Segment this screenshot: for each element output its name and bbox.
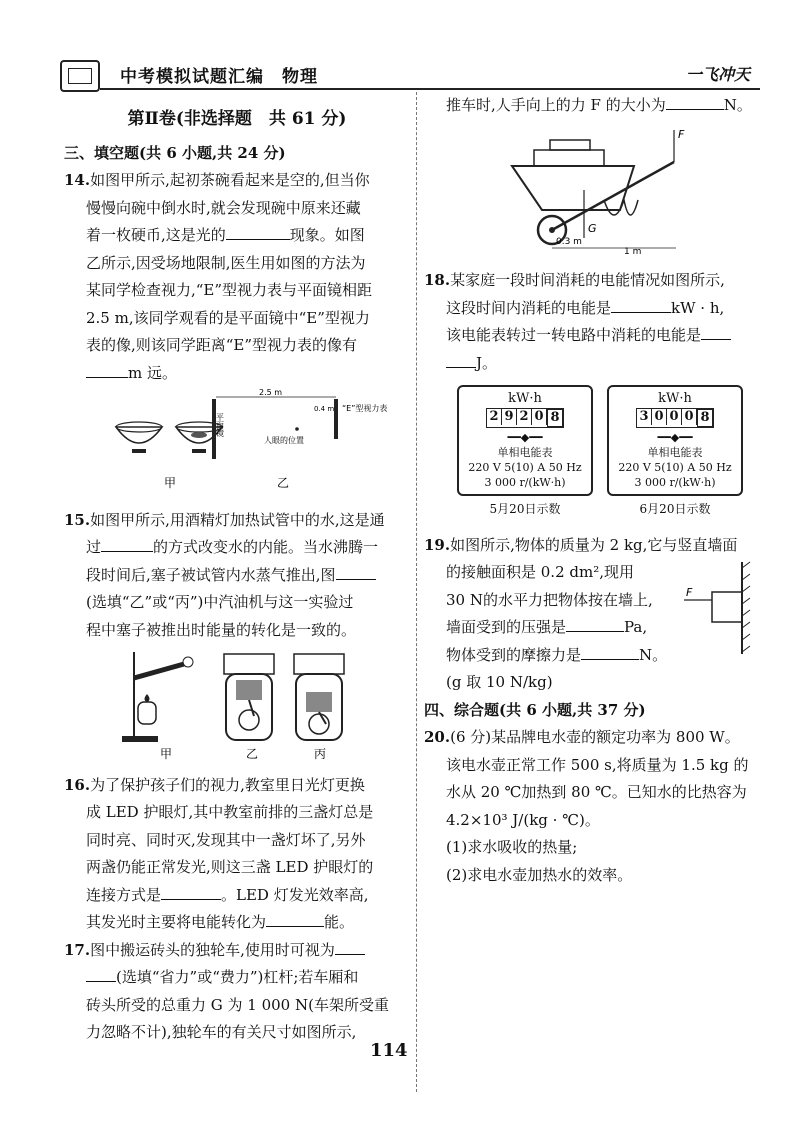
q14-figure bbox=[64, 387, 394, 497]
q14-number: 14. bbox=[64, 171, 91, 189]
q20-line: (6 分)某品牌电水壶的额定功率为 800 W。 bbox=[450, 728, 740, 746]
q15-line: 段时间后,塞子被试管内水蒸气推出,图 bbox=[86, 565, 336, 584]
meter-caption: 5月20日示数 bbox=[489, 502, 561, 516]
comprehensive-section-heading: 四、综合题(共 6 小题,共 37 分) bbox=[424, 700, 646, 719]
q17-wheelbarrow-figure bbox=[424, 120, 754, 258]
meter-disc-icon: ━━◆━━ bbox=[507, 431, 543, 444]
q14-fig-mirror: 平面镜 bbox=[215, 413, 225, 437]
q18-line: 某家庭一段时间消耗的电能情况如图所示, bbox=[450, 271, 725, 289]
q17-line: 图中搬运砖头的独轮车,使用时可视为 bbox=[90, 940, 335, 959]
q15-fig-label-bing: 丙 bbox=[314, 747, 327, 761]
header-title: 中考模拟试题汇编 物理 bbox=[120, 67, 318, 87]
meter-unit: kW·h bbox=[508, 391, 542, 406]
column-divider bbox=[416, 92, 417, 1092]
alcohol-lamp-test-tube-icon bbox=[122, 652, 193, 742]
meter-digit: 2 bbox=[487, 409, 502, 425]
q15-line: 的方式改变水的内能。当水沸腾一 bbox=[153, 538, 379, 556]
fill-section-heading: 三、填空题(共 6 小题,共 24 分) bbox=[64, 143, 286, 162]
q16-line: 为了保护孩子们的视力,教室里日光灯更换 bbox=[90, 775, 365, 794]
right-column bbox=[424, 92, 764, 889]
q14-line: 表的像,则该同学距离“E”型视力表的像有 bbox=[86, 336, 358, 354]
q17-blank-2[interactable] bbox=[666, 94, 724, 110]
q15-figure bbox=[64, 644, 394, 762]
q14-fig-distance2: 0.4 m bbox=[314, 405, 335, 413]
q19-blank-2[interactable] bbox=[581, 644, 639, 660]
q17-fig-G: G bbox=[588, 221, 597, 235]
meter-digit: 8 bbox=[697, 409, 713, 427]
question-17-start bbox=[64, 937, 410, 1047]
q19-number: 19. bbox=[424, 535, 451, 554]
q18-line: 这段时间内消耗的电能是 bbox=[446, 298, 612, 317]
q17-line: (选填“省力”或“费力”)杠杆;若车厢和 bbox=[116, 968, 359, 986]
q19-line: 30 N的水平力把物体按在墙上, bbox=[446, 590, 653, 609]
meter-digits bbox=[636, 408, 714, 428]
meter-digits bbox=[486, 408, 564, 428]
q16-number: 16. bbox=[64, 775, 91, 794]
q17-line: N。 bbox=[723, 96, 752, 114]
meter-digit: 8 bbox=[547, 409, 563, 427]
q16-line: 同时亮、同时灭,发现其中一盏灯坏了,另外 bbox=[86, 830, 366, 849]
q19-line: Pa, bbox=[624, 618, 648, 636]
meter-digit: 9 bbox=[502, 409, 517, 425]
q14-line: m 远。 bbox=[128, 363, 177, 382]
block bbox=[712, 592, 742, 622]
q19-line: (g 取 10 N/kg) bbox=[446, 673, 553, 691]
q14-line: 乙所示,因受场地限制,医生用如图的方法为 bbox=[86, 253, 366, 272]
q19-fig-F: F bbox=[686, 585, 693, 599]
q17-line: 推车时,人手向上的力 F 的大小为 bbox=[446, 96, 666, 114]
meter-rate: 3 000 r/(kW·h) bbox=[484, 476, 566, 489]
q15-blank-1[interactable] bbox=[101, 536, 153, 552]
q14-blank-1[interactable] bbox=[226, 224, 290, 240]
header-brand: 一飞冲天 bbox=[685, 65, 750, 84]
q14-blank-2[interactable] bbox=[86, 362, 128, 378]
meter-digit: 0 bbox=[652, 409, 667, 425]
q14-line: 慢慢向碗中倒水时,就会发现碗中原来还藏 bbox=[86, 198, 361, 217]
q18-blank-2[interactable] bbox=[701, 324, 731, 340]
meter-spec: 220 V 5(10) A 50 Hz bbox=[618, 461, 732, 474]
q20-line: 4.2×10³ J/(kg · ℃)。 bbox=[446, 810, 600, 829]
question-17-end bbox=[424, 92, 764, 267]
question-16 bbox=[64, 772, 410, 937]
q19-line: 如图所示,物体的质量为 2 kg,它与竖直墙面 bbox=[450, 535, 738, 554]
energy-meter-june bbox=[607, 385, 743, 496]
q15-line: 过 bbox=[86, 538, 102, 556]
q14-line: 如图甲所示,起初茶碗看起来是空的,但当你 bbox=[90, 171, 370, 189]
eye-position-dot bbox=[295, 427, 299, 431]
q20-sub-1: (1)求水吸收的热量; bbox=[446, 838, 578, 856]
q17-fig-d1: 0.3 m bbox=[556, 236, 582, 247]
meter-unit: kW·h bbox=[658, 391, 692, 406]
q17-fig-d2: 1 m bbox=[624, 246, 642, 257]
q14-fig-eye: 人眼的位置 bbox=[264, 436, 304, 445]
bowl-icon bbox=[116, 422, 162, 453]
q17-line: 力忽略不计),独轮车的有关尺寸如图所示, bbox=[86, 1023, 357, 1041]
meter-digit: 0 bbox=[682, 409, 697, 425]
q14-fig-label-yi: 乙 bbox=[277, 476, 290, 490]
q16-line: 连接方式是 bbox=[86, 885, 162, 904]
q14-line: 着一枚硬币,这是光的 bbox=[86, 226, 226, 244]
meter-digit: 0 bbox=[532, 409, 547, 425]
q14-fig-distance: 2.5 m bbox=[259, 388, 283, 397]
q18-line: kW · h, bbox=[671, 298, 725, 317]
header-rule bbox=[100, 88, 760, 90]
section2-title: 第Ⅱ卷(非选择题 共 61 分) bbox=[127, 109, 347, 129]
q15-fig-label-jia: 甲 bbox=[160, 747, 173, 761]
meter-digit: 2 bbox=[517, 409, 532, 425]
q14-line: 2.5 m,该同学观看的是平面镜中“E”型视力 bbox=[86, 308, 370, 327]
engine-cylinder-icon bbox=[224, 654, 274, 740]
q15-blank-2[interactable] bbox=[336, 564, 376, 580]
q16-blank-1[interactable] bbox=[161, 884, 221, 900]
q18-number: 18. bbox=[424, 271, 451, 289]
q14-fig-label-jia: 甲 bbox=[164, 476, 177, 490]
meter-caption: 6月20日示数 bbox=[639, 502, 711, 516]
q17-blank-1-cont[interactable] bbox=[86, 966, 116, 982]
meter-digit: 3 bbox=[637, 409, 652, 425]
q20-sub-2: (2)求电水壶加热水的效率。 bbox=[446, 865, 633, 884]
q19-line: 墙面受到的压强是 bbox=[446, 618, 567, 636]
q18-blank-1[interactable] bbox=[611, 297, 671, 313]
q14-line: 某同学检查视力,“E”型视力表与平面镜相距 bbox=[86, 281, 373, 299]
page-number: 114 bbox=[370, 1040, 408, 1061]
q19-line: 的接触面积是 0.2 dm²,现用 bbox=[446, 563, 634, 581]
q20-number: 20. bbox=[424, 728, 451, 746]
left-column bbox=[64, 100, 410, 1047]
q17-line: 砖头所受的总重力 G 为 1 000 N(车架所受重 bbox=[86, 995, 389, 1014]
q18-line: 该电能表转过一转电路中消耗的电能是 bbox=[446, 326, 702, 344]
energy-meter-may bbox=[457, 385, 593, 496]
q16-line: 成 LED 护眼灯,其中教室前排的三盏灯总是 bbox=[86, 803, 374, 821]
q19-line: N。 bbox=[639, 645, 668, 664]
question-14 bbox=[64, 167, 410, 507]
meter-row bbox=[450, 385, 750, 496]
question-20 bbox=[424, 724, 764, 889]
q14-line: 现象。如图 bbox=[289, 226, 365, 244]
q16-line: 能。 bbox=[324, 913, 355, 931]
q18-blank-2-cont[interactable] bbox=[446, 352, 476, 368]
q20-line: 水从 20 ℃加热到 80 ℃。已知水的比热容为 bbox=[446, 783, 747, 801]
q16-line: 其发光时主要将电能转化为 bbox=[86, 913, 267, 931]
question-19 bbox=[424, 532, 764, 697]
q15-fig-label-yi: 乙 bbox=[246, 747, 259, 761]
q14-fig-chart: “E”型视力表 bbox=[342, 404, 388, 413]
meter-captions bbox=[450, 496, 750, 524]
q15-line: (选填“乙”或“丙”)中汽油机与这一实验过 bbox=[86, 593, 354, 611]
q16-blank-2[interactable] bbox=[266, 911, 324, 927]
engine-cylinder-icon bbox=[294, 654, 344, 740]
question-15 bbox=[64, 507, 410, 772]
q19-line: 物体受到的摩擦力是 bbox=[446, 645, 582, 664]
q19-blank-1[interactable] bbox=[566, 616, 624, 632]
meter-disc-icon: ━━◆━━ bbox=[657, 431, 693, 444]
q15-line: 程中塞子被推出时能量的转化是一致的。 bbox=[86, 620, 357, 639]
q18-line: J。 bbox=[476, 353, 498, 372]
wall-hatching bbox=[742, 562, 750, 652]
q15-number: 15. bbox=[64, 510, 91, 529]
q17-blank-1[interactable] bbox=[335, 939, 365, 955]
q17-fig-F: F bbox=[678, 127, 685, 141]
q16-line: 两盏仍能正常发光,则这三盏 LED 护眼灯的 bbox=[86, 858, 374, 876]
meter-spec: 220 V 5(10) A 50 Hz bbox=[468, 461, 582, 474]
book-logo-icon bbox=[60, 60, 100, 92]
q20-line: 该电水壶正常工作 500 s,将质量为 1.5 kg 的 bbox=[446, 755, 749, 774]
q15-line: 如图甲所示,用酒精灯加热试管中的水,这是通 bbox=[90, 510, 385, 529]
q17-number: 17. bbox=[64, 940, 91, 959]
meter-digit: 0 bbox=[667, 409, 682, 425]
q19-wall-figure bbox=[680, 558, 760, 658]
meter-rate: 3 000 r/(kW·h) bbox=[634, 476, 716, 489]
meter-name: 单相电能表 bbox=[497, 446, 553, 459]
q16-line: 。LED 灯发光效率高, bbox=[221, 885, 369, 904]
meter-name: 单相电能表 bbox=[647, 446, 703, 459]
question-18 bbox=[424, 267, 764, 524]
page-header bbox=[60, 58, 760, 88]
